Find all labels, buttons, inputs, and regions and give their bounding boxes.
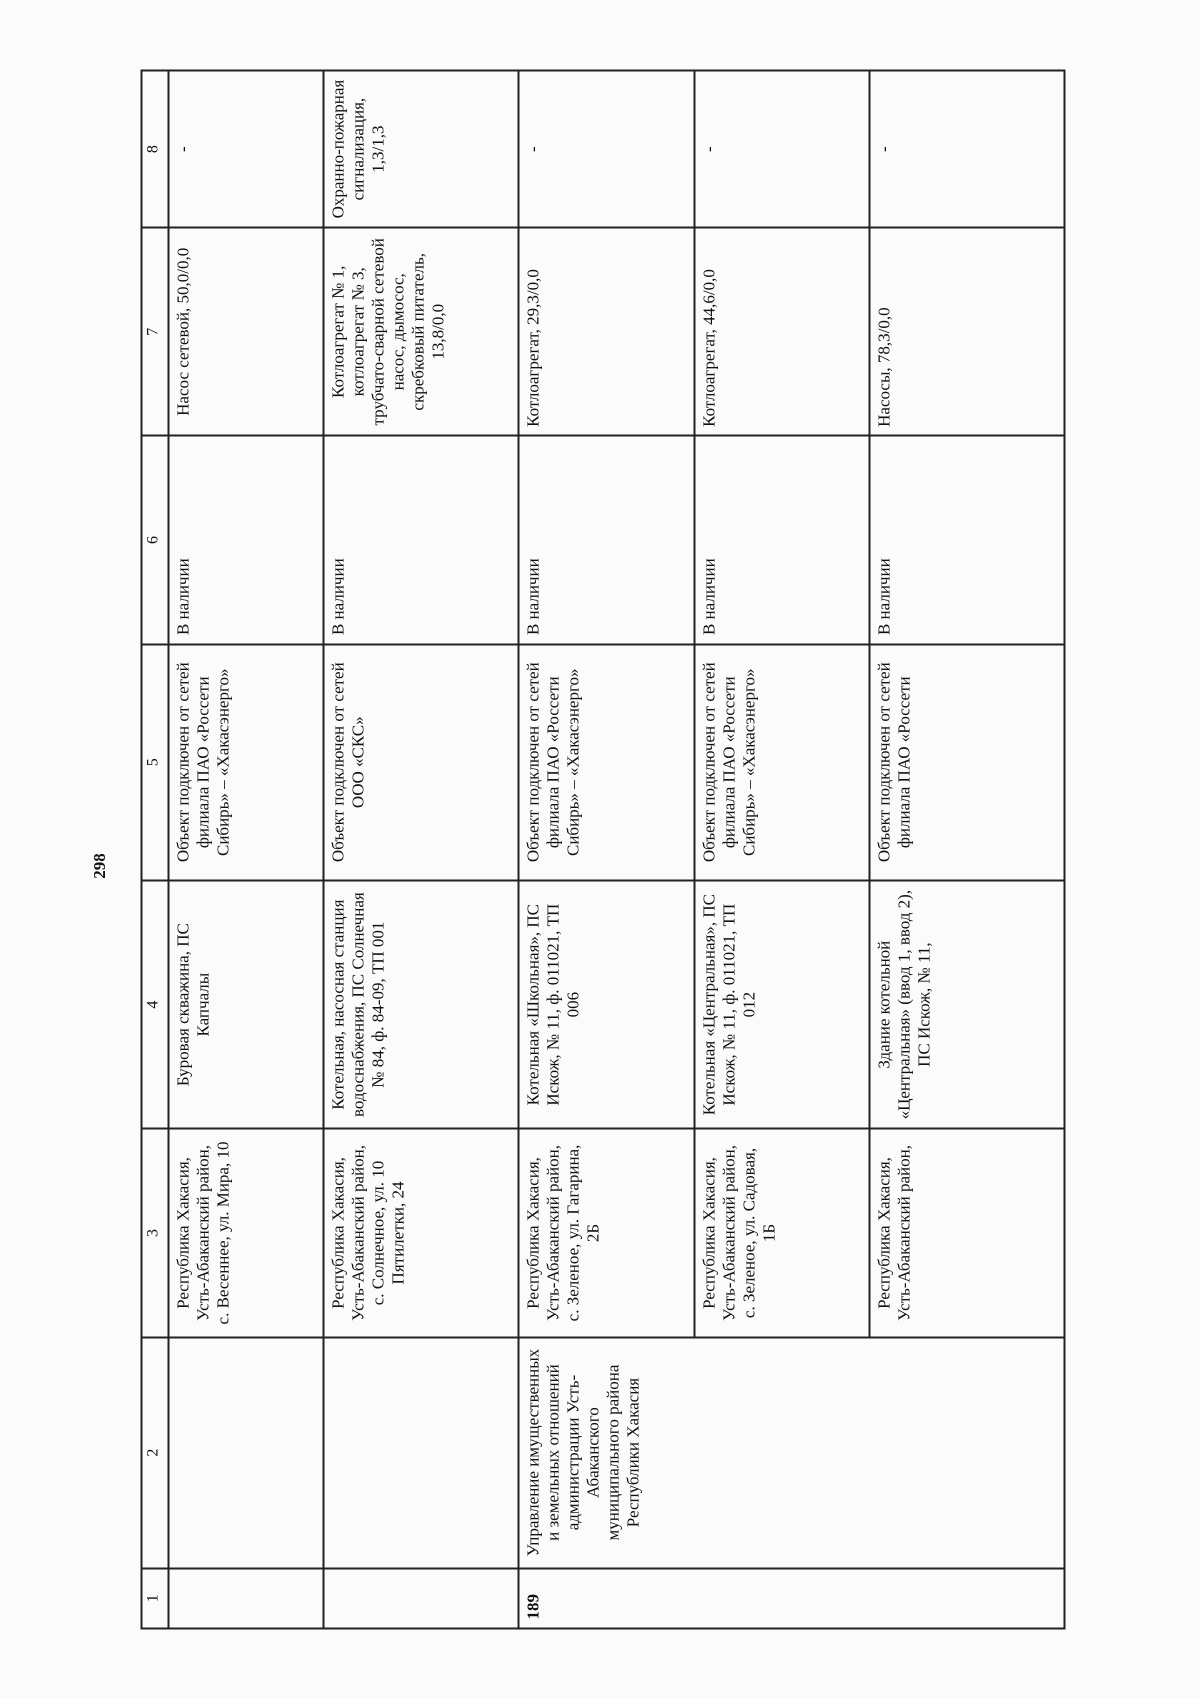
cell-alarm: -	[168, 71, 323, 228]
cell-connection: Объект подключен от сетей филиала ПАО «Россети	[870, 644, 1065, 880]
cell-address: Республика Хакасия, Усть-Абаканский район, с. Весеннее, ул. Мира, 10	[168, 1129, 323, 1337]
cell-equipment: Котлоагрегат, 29,3/0,0	[519, 228, 694, 436]
cell-owner: Управление имущественных и земельных отношений администрации Усть-Абаканского муниципального района Республики Хакасия	[519, 1337, 1065, 1568]
table-row	[168, 71, 323, 1629]
column-header: 1	[142, 1568, 169, 1628]
cell-alarm: -	[519, 71, 694, 228]
cell-alarm: -	[694, 71, 869, 228]
table-wrapper	[141, 70, 1066, 1630]
cell-connection: Объект подключен от сетей филиала ПАО «Россети Сибирь» – «Хакасэнерго»	[519, 644, 694, 880]
cell-connection: Объект подключен от сетей ООО «СКС»	[323, 644, 519, 880]
data-table	[141, 70, 1066, 1630]
column-header: 8	[142, 71, 169, 228]
cell-availability: В наличии	[323, 436, 519, 644]
cell-address: Республика Хакасия, Усть-Абаканский район,	[870, 1129, 1065, 1337]
cell-availability: В наличии	[694, 436, 869, 644]
cell-address: Республика Хакасия, Усть-Абаканский район, с. Зеленое, ул. Гагарина, 2Б	[519, 1129, 694, 1337]
cell-equipment: Насосы, 78,3/0,0	[870, 228, 1065, 436]
cell-object: Котельная «Центральная», ПС Искож, № 11, ф. 011021, ТП 012	[694, 880, 869, 1128]
table-row	[323, 71, 519, 1629]
cell-alarm: -	[870, 71, 1065, 228]
column-header: 7	[142, 228, 169, 436]
cell-equipment: Котлоагрегат № 1, котлоагрегат № 3, трубчато-сварной сетевой насос, дымосос, скребковый питатель, 13,8/0,0	[323, 228, 519, 436]
cell-object: Здание котельной «Центральная» (ввод 1, ввод 2), ПС Искож, № 11,	[870, 880, 1065, 1128]
cell-availability: В наличии	[519, 436, 694, 644]
cell-equipment: Насос сетевой, 50,0/0,0	[168, 228, 323, 436]
column-header: 5	[142, 644, 169, 880]
cell-connection: Объект подключен от сетей филиала ПАО «Россети Сибирь» – «Хакасэнерго»	[168, 644, 323, 880]
table-row	[519, 71, 694, 1629]
cell-number: 189	[519, 1568, 1065, 1628]
header-row	[142, 71, 169, 1629]
cell-object: Котельная «Школьная», ПС Искож, № 11, ф. 011021, ТП 006	[519, 880, 694, 1128]
cell-alarm: Охранно-пожарная сигнализация, 1,3/1,3	[323, 71, 519, 228]
cell-owner	[323, 1337, 519, 1568]
cell-availability: В наличии	[168, 436, 323, 644]
column-header: 4	[142, 880, 169, 1128]
page-number: 298	[90, 853, 109, 879]
column-header: 2	[142, 1337, 169, 1568]
cell-object: Буровая скважина, ПС Капчалы	[168, 880, 323, 1128]
cell-number	[168, 1568, 323, 1628]
column-header: 6	[142, 436, 169, 644]
cell-address: Республика Хакасия, Усть-Абаканский район, с. Зеленое, ул. Садовая, 1Б	[694, 1129, 869, 1337]
cell-object: Котельная, насосная станция водоснабжения, ПС Солнечная № 84, ф. 84-09, ТП 001	[323, 880, 519, 1128]
cell-number	[323, 1568, 519, 1628]
cell-equipment: Котлоагрегат, 44,6/0,0	[694, 228, 869, 436]
cell-owner	[168, 1337, 323, 1568]
cell-address: Республика Хакасия, Усть-Абаканский район, с. Солнечное, ул. 10 Пятилетки, 24	[323, 1129, 519, 1337]
cell-connection: Объект подключен от сетей филиала ПАО «Россети Сибирь» – «Хакасэнерго»	[694, 644, 869, 880]
column-header: 3	[142, 1129, 169, 1337]
cell-availability: В наличии	[870, 436, 1065, 644]
